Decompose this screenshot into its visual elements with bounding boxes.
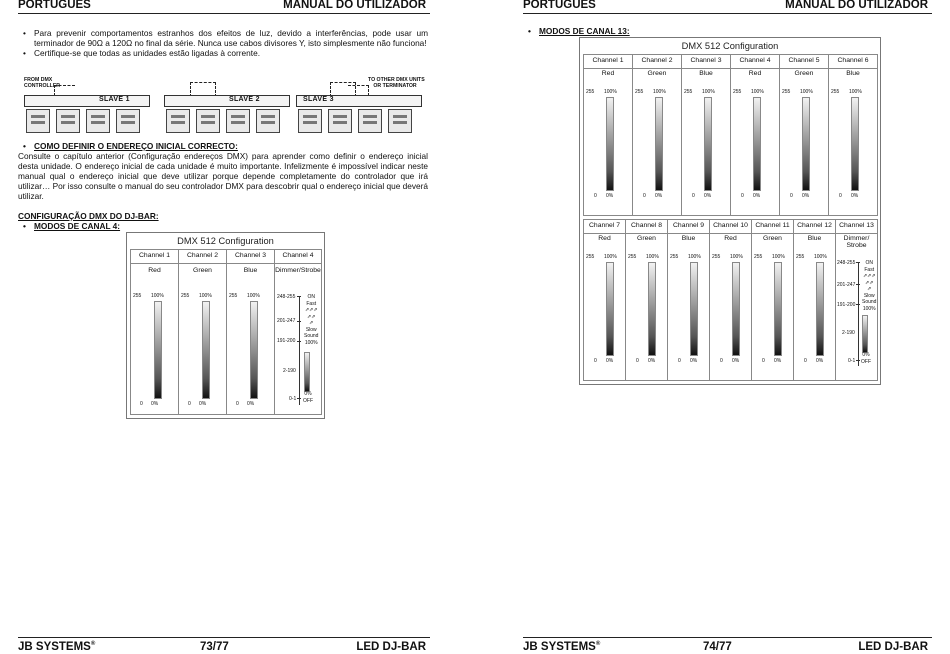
channel-label: Green	[780, 68, 828, 77]
scale-top-percent: 100%	[199, 293, 212, 299]
scale-bottom-value: 0	[678, 358, 681, 364]
scale-top-value: 255	[796, 254, 805, 260]
bullet-item: • Certifique-se que todas as unidades estão ligadas à corrente.	[18, 48, 428, 58]
fader-gradient	[606, 97, 614, 191]
fader-gradient	[690, 262, 698, 356]
channel-label: Green	[752, 233, 793, 242]
scale-top-percent: 100%	[604, 254, 617, 260]
strobe-range-tick	[856, 360, 860, 361]
fader-gradient	[202, 301, 210, 399]
dmx-config-table-13ch	[579, 37, 881, 385]
scale-bottom-value: 0	[594, 358, 597, 364]
channel-label: Red	[131, 263, 178, 274]
scale-bottom-value: 0	[236, 401, 239, 407]
fader-gradient	[704, 97, 712, 191]
strobe-range-tick	[297, 296, 301, 297]
scale-top-percent: 100%	[604, 89, 617, 95]
dj-bar-unit	[388, 109, 412, 133]
scale-top-percent: 100%	[772, 254, 785, 260]
scale-bottom-value: 0	[188, 401, 191, 407]
scale-bottom-percent: 0%	[606, 358, 614, 364]
channel-column	[632, 54, 682, 216]
strobe-range-value: 0-1	[848, 358, 856, 364]
channel-column	[709, 219, 752, 381]
channel-column	[793, 219, 836, 381]
strobe-range-tick	[297, 321, 301, 322]
scale-bottom-percent: 0%	[690, 358, 698, 364]
strobe-range-value: 2-190	[842, 330, 855, 336]
slave-label: SLAVE 1	[99, 96, 130, 103]
strobe-range-value: 191-200	[837, 302, 856, 308]
header-title: MANUAL DO UTILIZADOR	[283, 0, 426, 11]
scale-bottom-value: 0	[804, 358, 807, 364]
address-section	[18, 141, 428, 201]
config-section	[18, 211, 428, 231]
channel-column	[828, 54, 878, 216]
slave-bar-2	[164, 95, 290, 107]
strobe-range-value: 2-190	[283, 368, 296, 374]
channel-name: Channel 5	[788, 57, 820, 64]
scale-bottom-value: 0	[741, 193, 744, 199]
footer-page-number: 74/77	[703, 641, 732, 653]
mode-heading: • MODOS DE CANAL 4:	[18, 221, 428, 231]
scale-top-value: 255	[684, 89, 693, 95]
slave-bar-3	[296, 95, 422, 107]
dimmer-fader-gradient	[304, 352, 310, 392]
channel-column	[178, 249, 227, 415]
footer-page-number: 73/77	[200, 641, 229, 653]
channel-name: Channel 1	[592, 57, 624, 64]
scale-top-value: 255	[712, 254, 721, 260]
channel-name: Channel 10	[713, 222, 748, 229]
address-paragraph: Consulte o capítulo anterior (Configuração endereços DMX) para aprender como definir o endereço inicial desta unidade. O endereço inicial de cada unidade é muito importante. Infelizmente é impossível indicar neste manual qual o endereço inicial que deve utilizar porque depende completamente do controlador que irá utilizar… Por isso consulte o manual do seu controlador DMX para descobrir qual o endereço inicial que deverá utilizar.	[18, 151, 428, 201]
fader-gradient	[753, 97, 761, 191]
scale-bottom-value: 0	[762, 358, 765, 364]
channel-label: Red	[584, 68, 632, 77]
channel-label: Green	[633, 68, 681, 77]
dj-bar-unit	[86, 109, 110, 133]
strobe-off-label: 0% OFF	[303, 391, 313, 404]
header-language: PORTUGUÊS	[18, 0, 91, 11]
scale-bottom-value: 0	[140, 401, 143, 407]
to-units-label: TO OTHER DMX UNITS OR TERMINATOR	[368, 77, 425, 89]
scale-top-value: 255	[586, 89, 595, 95]
channel-name: Channel 13	[839, 222, 874, 229]
dj-bar-unit	[196, 109, 220, 133]
slave-label: SLAVE 3	[303, 96, 334, 103]
strobe-range-tick	[856, 304, 860, 305]
channel-label: Blue	[682, 68, 730, 77]
scale-top-value: 255	[831, 89, 840, 95]
channel-column	[667, 219, 710, 381]
channel-name: Channel 3	[235, 252, 266, 259]
config-heading: CONFIGURAÇÃO DMX DO DJ-BAR:	[18, 211, 159, 221]
channel-column	[226, 249, 275, 415]
channel-label: Red	[731, 68, 779, 77]
scale-bottom-percent: 0%	[704, 193, 712, 199]
dj-bar-unit	[256, 109, 280, 133]
strobe-range-value: 248-255	[837, 260, 856, 266]
page-footer	[18, 637, 430, 654]
strobe-range-line	[299, 296, 300, 405]
footer-brand: JB SYSTEMS®	[523, 641, 601, 653]
fader-gradient	[154, 301, 162, 399]
channel-name: Channel 4	[282, 252, 314, 259]
strobe-range-tick	[856, 262, 860, 263]
scale-bottom-value: 0	[692, 193, 695, 199]
channel-column	[130, 249, 179, 415]
scale-top-value: 255	[133, 293, 142, 299]
slave-label: SLAVE 2	[229, 96, 260, 103]
scale-bottom-percent: 0%	[655, 193, 663, 199]
fader-gradient	[851, 97, 859, 191]
strobe-range-tick	[297, 341, 301, 342]
scale-top-percent: 100%	[646, 254, 659, 260]
bullet-item: • Para prevenir comportamentos estranhos dos efeitos de luz, devido a interferências, pode usar um terminador de 90Ω a 120Ω no final da série. Nunca use cabos divisores Y, isto simplesmente não funciona!	[18, 28, 428, 48]
channel-label: Blue	[794, 233, 835, 242]
channel-label: Blue	[227, 263, 274, 274]
dj-bar-unit	[298, 109, 322, 133]
channel-column	[779, 54, 829, 216]
fader-gradient	[648, 262, 656, 356]
dmx-table-title: DMX 512 Configuration	[681, 41, 779, 51]
channel-label: Dimmer/ Strobe	[836, 233, 877, 249]
fader-gradient	[802, 97, 810, 191]
scale-top-percent: 100%	[751, 89, 764, 95]
channel-name: Channel 3	[690, 57, 722, 64]
strobe-range-line	[858, 262, 859, 366]
right-page	[475, 0, 950, 654]
scale-top-percent: 100%	[688, 254, 701, 260]
strobe-on-label: ON Fast ⇗⇗⇗ ⇗⇗ ⇗ Slow Sound 100%	[304, 294, 319, 346]
scale-top-value: 255	[628, 254, 637, 260]
channel-name: Channel 2	[641, 57, 673, 64]
scale-top-percent: 100%	[653, 89, 666, 95]
channel-name: Channel 7	[589, 222, 620, 229]
scale-top-value: 255	[635, 89, 644, 95]
channel-label: Red	[584, 233, 625, 242]
bullet-list	[18, 28, 428, 58]
fader-gradient	[816, 262, 824, 356]
fader-gradient	[774, 262, 782, 356]
channel-label: Blue	[668, 233, 709, 242]
fader-gradient	[732, 262, 740, 356]
scale-top-value: 255	[586, 254, 595, 260]
footer-product: LED DJ-BAR	[356, 641, 426, 653]
scale-bottom-percent: 0%	[753, 193, 761, 199]
strobe-on-label: ON Fast ⇗⇗⇗ ⇗⇗ ⇗ Slow Sound 100%	[862, 260, 877, 312]
mode-heading: • MODOS DE CANAL 13:	[523, 26, 933, 36]
scale-bottom-percent: 0%	[816, 358, 824, 364]
scale-top-value: 255	[181, 293, 190, 299]
scale-bottom-percent: 0%	[606, 193, 614, 199]
scale-bottom-value: 0	[720, 358, 723, 364]
dimmer-fader-gradient	[862, 315, 868, 353]
channel-label: Dimmer/Strobe	[275, 263, 321, 274]
scale-top-value: 255	[670, 254, 679, 260]
fader-gradient	[655, 97, 663, 191]
channel-label: Green	[626, 233, 667, 242]
scale-bottom-value: 0	[643, 193, 646, 199]
channel-column-strobe	[274, 249, 322, 415]
scale-bottom-percent: 0%	[648, 358, 656, 364]
strobe-range-value: 0-1	[289, 396, 297, 402]
scale-top-value: 255	[754, 254, 763, 260]
channel-column-strobe	[835, 219, 878, 381]
dj-bar-unit	[226, 109, 250, 133]
scale-bottom-value: 0	[594, 193, 597, 199]
scale-bottom-value: 0	[839, 193, 842, 199]
channel-name: Channel 2	[187, 252, 218, 259]
slave-bar-1	[24, 95, 150, 107]
scale-bottom-percent: 0%	[247, 401, 255, 407]
channel-name: Channel 6	[837, 57, 869, 64]
page-footer	[523, 637, 932, 654]
scale-top-percent: 100%	[849, 89, 862, 95]
scale-top-value: 255	[733, 89, 742, 95]
scale-bottom-value: 0	[790, 193, 793, 199]
strobe-off-label: 0% OFF	[861, 352, 871, 365]
channel-name: Channel 9	[673, 222, 704, 229]
scale-top-percent: 100%	[730, 254, 743, 260]
channel-label: Blue	[829, 68, 877, 77]
dj-bar-unit	[56, 109, 80, 133]
dmx-chain-diagram	[18, 76, 430, 132]
dmx-config-table-4ch	[126, 232, 325, 419]
strobe-range-value: 191-200	[277, 338, 296, 344]
strobe-range-tick	[297, 398, 301, 399]
scale-bottom-percent: 0%	[774, 358, 782, 364]
scale-bottom-percent: 0%	[732, 358, 740, 364]
scale-bottom-percent: 0%	[199, 401, 207, 407]
fader-gradient	[250, 301, 258, 399]
channel-column	[583, 219, 626, 381]
channel-label: Red	[710, 233, 751, 242]
from-controller-label: FROM DMX CONTROLLER	[24, 77, 61, 89]
scale-top-value: 255	[782, 89, 791, 95]
channel-name: Channel 11	[755, 222, 790, 229]
channel-name: Channel 1	[139, 252, 170, 259]
address-heading: • COMO DEFINIR O ENDEREÇO INICIAL CORRECTO:	[18, 141, 428, 151]
strobe-range-tick	[856, 284, 860, 285]
scale-top-percent: 100%	[800, 89, 813, 95]
header-title: MANUAL DO UTILIZADOR	[785, 0, 928, 11]
header-language: PORTUGUÊS	[523, 0, 596, 11]
strobe-range-value: 248-255	[277, 294, 296, 300]
channel-label: Green	[179, 263, 226, 274]
channel-name: Channel 12	[797, 222, 832, 229]
dj-bar-unit	[358, 109, 382, 133]
channel-column	[625, 219, 668, 381]
scale-bottom-percent: 0%	[151, 401, 159, 407]
dmx-table-title: DMX 512 Configuration	[177, 236, 274, 246]
strobe-range-value: 201-247	[837, 282, 856, 288]
scale-bottom-percent: 0%	[851, 193, 859, 199]
dj-bar-unit	[328, 109, 352, 133]
dj-bar-unit	[26, 109, 50, 133]
footer-product: LED DJ-BAR	[858, 641, 928, 653]
channel-name: Channel 8	[631, 222, 662, 229]
channel-name: Channel 4	[739, 57, 771, 64]
fader-gradient	[606, 262, 614, 356]
scale-top-percent: 100%	[151, 293, 164, 299]
channel-column	[751, 219, 794, 381]
scale-bottom-value: 0	[636, 358, 639, 364]
mode-section	[523, 26, 933, 36]
page-header	[18, 0, 430, 14]
page-header	[523, 0, 932, 14]
channel-column	[583, 54, 633, 216]
scale-top-percent: 100%	[814, 254, 827, 260]
channel-column	[681, 54, 731, 216]
scale-top-value: 255	[229, 293, 238, 299]
dj-bar-unit	[166, 109, 190, 133]
scale-top-percent: 100%	[247, 293, 260, 299]
dj-bar-unit	[116, 109, 140, 133]
strobe-range-value: 201-247	[277, 318, 296, 324]
channel-column	[730, 54, 780, 216]
footer-brand: JB SYSTEMS®	[18, 641, 96, 653]
scale-top-percent: 100%	[702, 89, 715, 95]
scale-bottom-percent: 0%	[802, 193, 810, 199]
